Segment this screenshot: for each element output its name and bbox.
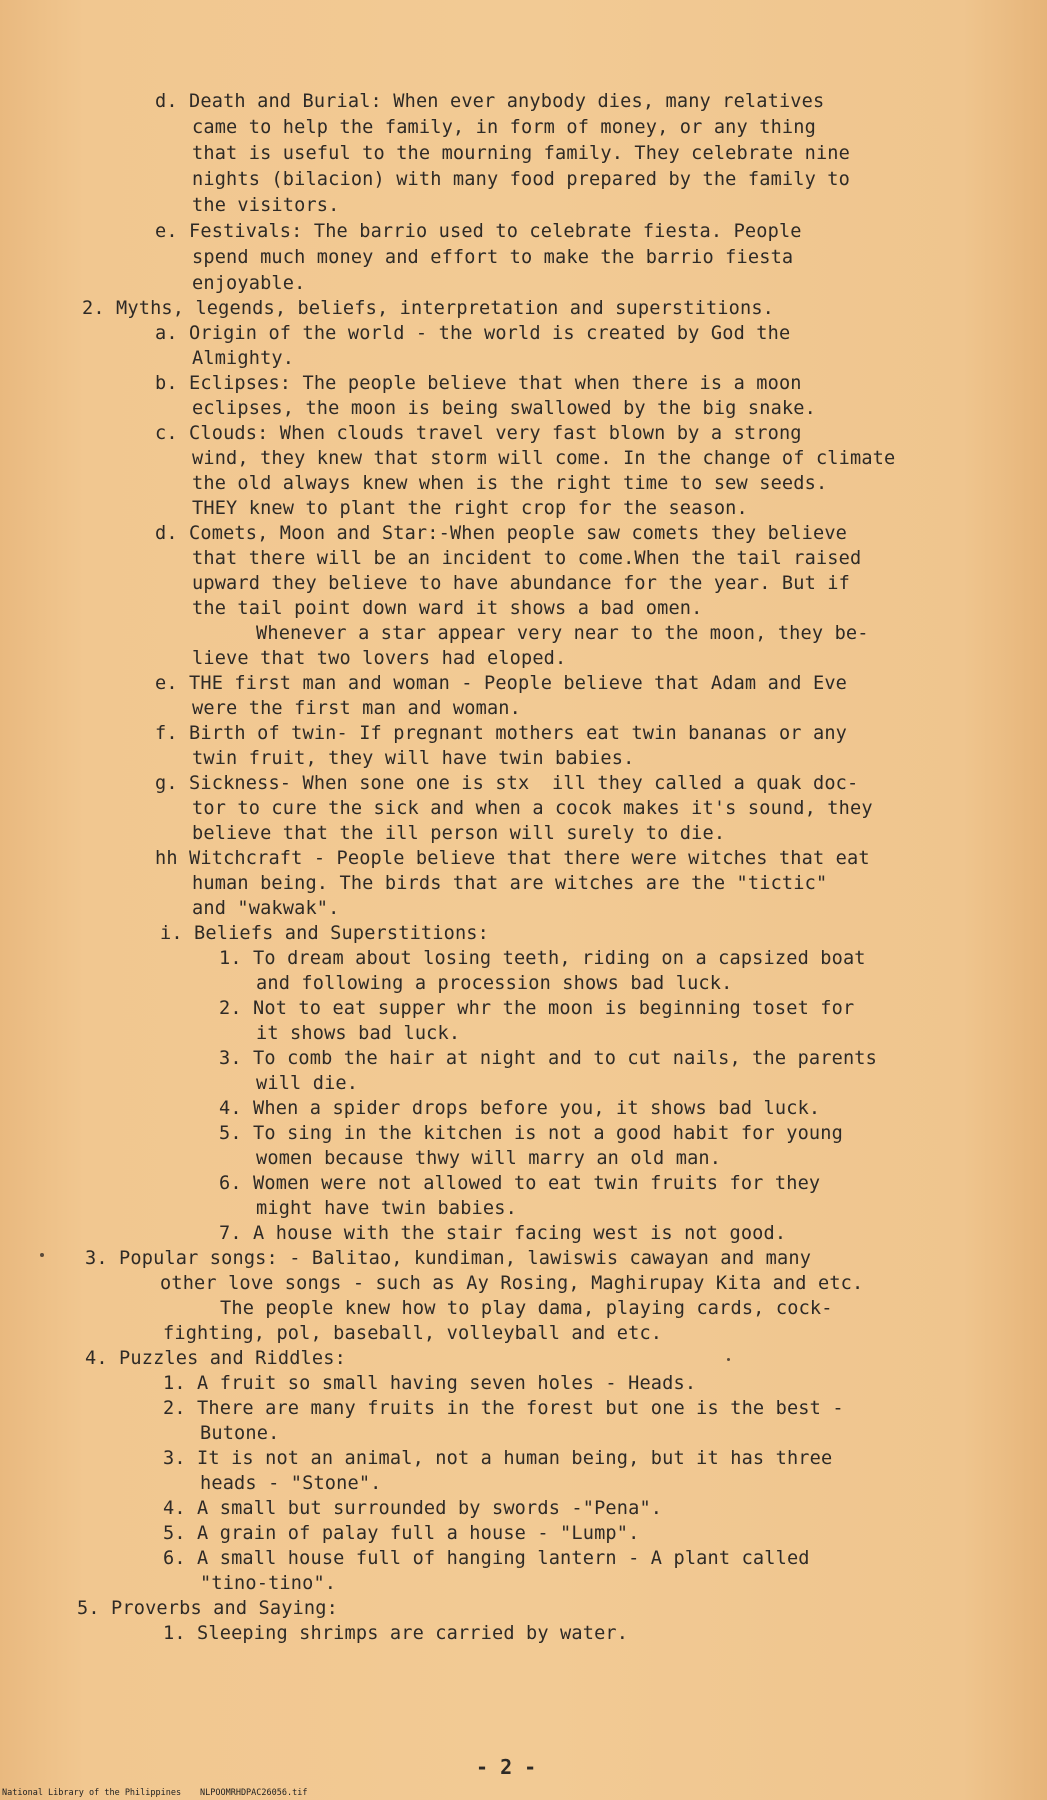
origin-line-1: a. Origin of the world - the world is created by God the: [155, 323, 791, 344]
riddle-item: 4. A small but surrounded by swords -"Pena".: [163, 1498, 663, 1519]
belief-item-cont: women because thwy will marry an old man.: [256, 1148, 722, 1169]
riddle-item: 1. A fruit so small having seven holes - Heads.: [163, 1373, 697, 1394]
origin-line-2: Almighty.: [192, 348, 295, 369]
eclipses-line-2: eclipses, the moon is being swallowed by the big snake.: [192, 398, 816, 419]
sickness-line-3: believe that the ill person will surely to die.: [192, 823, 726, 844]
beliefs-heading: i. Beliefs and Superstitions:: [160, 923, 489, 944]
first-man-line-2: were the first man and woman.: [192, 698, 521, 719]
belief-item-cont: will die.: [256, 1073, 359, 1094]
comets-line-1: d. Comets, Moon and Star:-When people saw comets they believe: [155, 523, 848, 544]
comets-line-2: that there will be an incident to come.When the tail raised: [192, 548, 862, 569]
riddle-item-cont: "tino-tino".: [200, 1573, 337, 1594]
twins-line-1: f. Birth of twin- If pregnant mothers eat twin bananas or any: [155, 723, 848, 744]
proverb-item: 1. Sleeping shrimps are carried by water.: [163, 1623, 629, 1644]
belief-item: 6. Women were not allowed to eat twin fruits for they: [219, 1173, 821, 1194]
riddle-item: 2. There are many fruits in the forest but one is the best -: [163, 1398, 844, 1419]
clouds-line-2: wind, they knew that storm will come. In the change of climate: [192, 448, 896, 469]
belief-item: 5. To sing in the kitchen is not a good habit for young: [219, 1123, 843, 1144]
festivals-line-1: e. Festivals: The barrio used to celebrate fiesta. People: [155, 221, 802, 242]
riddle-item: 6. A small house full of hanging lantern - A plant called: [163, 1548, 810, 1569]
paper-speck: [40, 1253, 44, 1257]
footer-library: National Library of the Philippines: [2, 1788, 182, 1798]
belief-item: 1. To dream about losing teeth, riding on a capsized boat: [219, 948, 866, 969]
twins-line-2: twin fruit, they will have twin babies.: [192, 748, 635, 769]
sickness-line-1: g. Sickness- When sone one is stx ill they called a quak doc-: [155, 773, 859, 794]
belief-item-cont: might have twin babies.: [256, 1198, 517, 1219]
belief-item: 3. To comb the hair at night and to cut nails, the parents: [219, 1048, 877, 1069]
comets-line-3: upward they believe to have abundance for the year. But if: [192, 573, 850, 594]
first-man-line-1: e. THE first man and woman - People believe that Adam and Eve: [155, 673, 848, 694]
riddle-item-cont: Butone.: [200, 1423, 280, 1444]
witchcraft-line-2: human being. The birds that are witches are the "tictic": [192, 873, 828, 894]
clouds-line-3: the old always knew when is the right time to sew seeds.: [192, 473, 828, 494]
death-burial-line-2: came to help the family, in form of money, or any thing: [192, 117, 816, 138]
comets-line-5: Whenever a star appear very near to the moon, they be-: [256, 623, 869, 644]
sickness-line-2: tor to cure the sick and when a cocok makes it's sound, they: [192, 798, 873, 819]
death-burial-line-4: nights (bilacion) with many food prepared by the family to: [192, 169, 850, 190]
death-burial-line-1: d. Death and Burial: When ever anybody dies, many relatives: [155, 91, 825, 112]
riddle-item: 5. A grain of palay full a house - "Lump".: [163, 1523, 640, 1544]
proverbs-heading: 5. Proverbs and Saying:: [77, 1598, 338, 1619]
witchcraft-line-3: and "wakwak".: [192, 898, 340, 919]
belief-item-cont: it shows bad luck.: [256, 1023, 461, 1044]
songs-line-3: The people knew how to play dama, playing cards, cock-: [220, 1298, 833, 1319]
comets-line-6: lieve that two lovers had eloped.: [192, 648, 567, 669]
songs-line-4: fighting, pol, baseball, volleyball and etc.: [163, 1323, 663, 1344]
songs-line-2: other love songs - such as Ay Rosing, Maghirupay Kita and etc.: [160, 1273, 864, 1294]
witchcraft-line-1: hh Witchcraft - People believe that there were witches that eat: [155, 848, 870, 869]
comets-line-4: the tail point down ward it shows a bad omen.: [192, 598, 703, 619]
songs-line-1: 3. Popular songs: - Balitao, kundiman, lawiswis cawayan and many: [85, 1248, 812, 1269]
belief-item: 7. A house with the stair facing west is not good.: [219, 1223, 787, 1244]
riddle-item-cont: heads - "Stone".: [200, 1473, 382, 1494]
death-burial-line-5: the visitors.: [192, 195, 340, 216]
clouds-line-1: c. Clouds: When clouds travel very fast blown by a strong: [155, 423, 802, 444]
clouds-line-4: THEY knew to plant the right crop for the season.: [192, 498, 748, 519]
riddle-item: 3. It is not an animal, not a human being, but it has three: [163, 1448, 833, 1469]
belief-item-cont: and following a procession shows bad luck.: [256, 973, 733, 994]
footer-file: NLPOOMRHDPAC26056.tif: [200, 1788, 308, 1798]
festivals-line-2: spend much money and effort to make the barrio fiesta: [192, 247, 794, 268]
riddles-heading: 4. Puzzles and Riddles:: [85, 1348, 346, 1369]
section-2-heading: 2. Myths, legends, beliefs, interpretation and superstitions.: [82, 298, 775, 319]
paper-speck: [727, 1358, 730, 1361]
death-burial-line-3: that is useful to the mourning family. They celebrate nine: [192, 143, 850, 164]
page-number: - 2 -: [476, 1755, 537, 1779]
belief-item: 2. Not to eat supper whr the moon is beginning toset for: [219, 998, 855, 1019]
festivals-line-3: enjoyable.: [192, 273, 306, 294]
belief-item: 4. When a spider drops before you, it shows bad luck.: [219, 1098, 821, 1119]
eclipses-line-1: b. Eclipses: The people believe that when there is a moon: [155, 373, 802, 394]
